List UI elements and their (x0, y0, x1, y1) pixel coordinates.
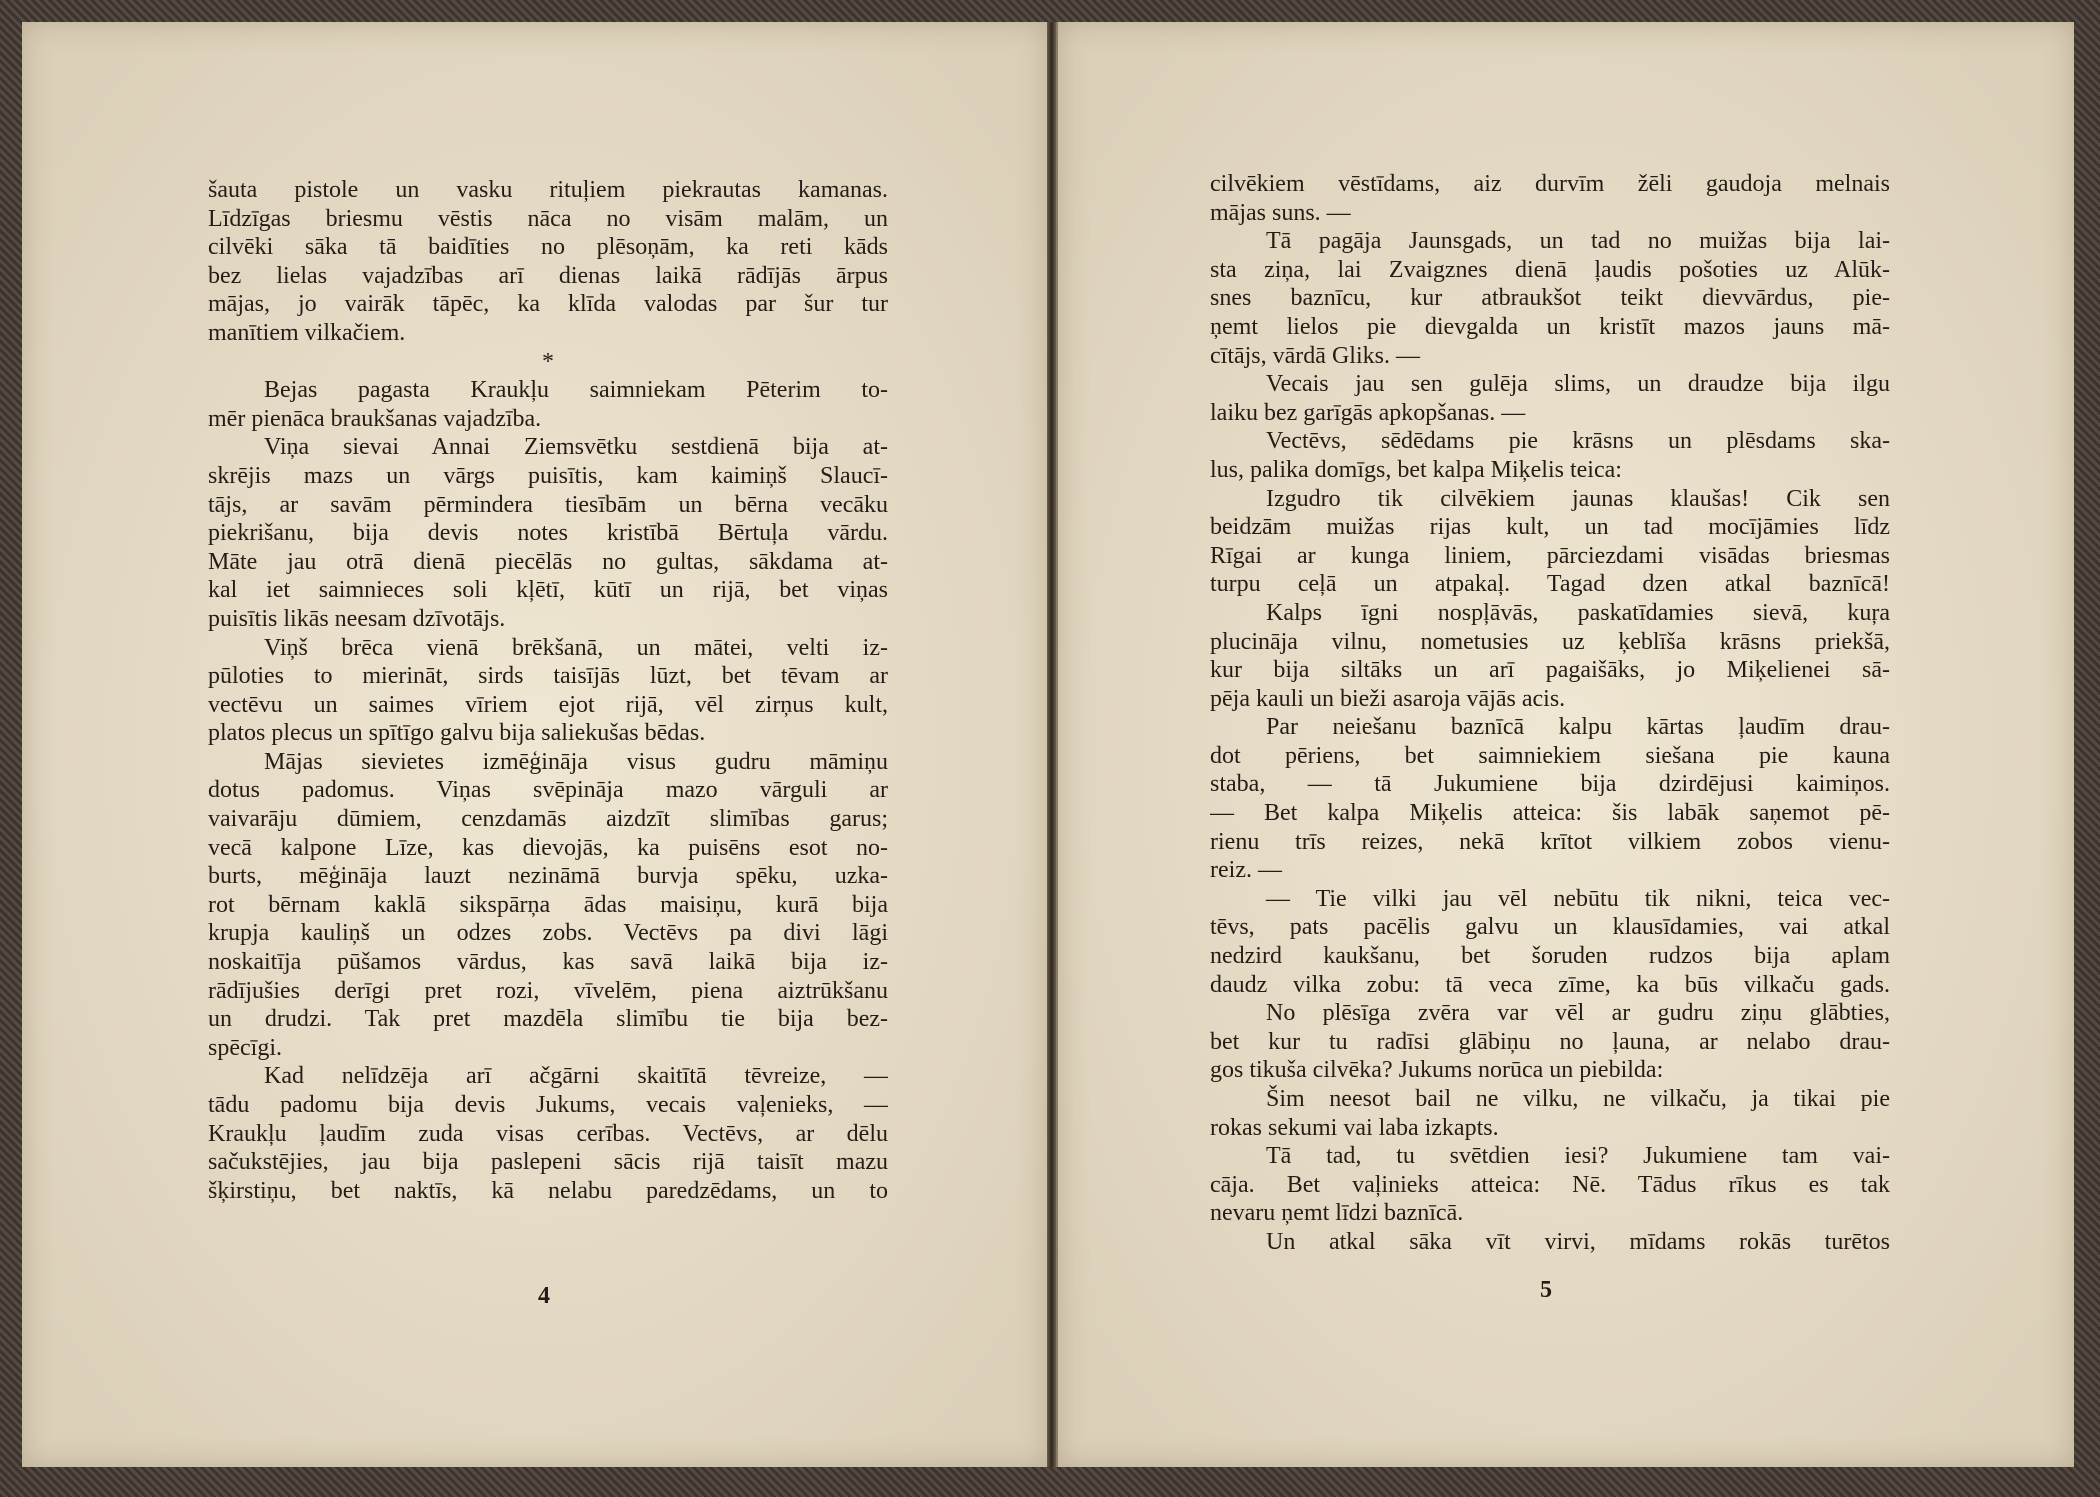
text-line: reiz. — (1210, 857, 1282, 884)
text-line: kur bija siltāks un arī pagaišāks, jo Miķelienei sā- (1210, 657, 1890, 684)
page-number-right: 5 (1540, 1277, 1552, 1303)
text-line: šauta pistole un vasku rituļiem piekrautas kamanas. (208, 177, 888, 203)
text-line: Kalps īgni nospļāvās, paskatīdamies sievā, kuŗa (1266, 599, 1890, 626)
text-line: vectēvu un saimes vīriem ejot rijā, vēl zirņus kult, (208, 691, 888, 718)
text-line: laiku bez garīgās apkopšanas. — (1210, 399, 1526, 426)
page-number-left: 4 (538, 1283, 550, 1309)
text-line: cilvēkiem vēstīdams, aiz durvīm žēli gaudoja melnais (1210, 171, 1890, 197)
text-line: cilvēki sāka tā baidīties no plēsoņām, ka reti kāds (208, 234, 888, 261)
text-line: mājas, jo vairāk tāpēc, ka klīda valodas par šur tur (208, 291, 888, 318)
text-line: nedzird kaukšanu, bet šoruden rudzos bija aplam (1210, 943, 1890, 970)
text-line: bez lielas vajadzības arī dienas laikā rādījās ārpus (208, 262, 888, 289)
right-page-text (1210, 170, 1890, 1257)
left-page-text (208, 176, 888, 1205)
text-line: vecā kalpone Līze, kas dievojās, ka puisēns esot no- (208, 834, 888, 861)
text-line: mēr pienāca braukšanas vajadzība. (208, 405, 542, 432)
text-line: — Bet kalpa Miķelis atteica: šis labāk saņemot pē- (1210, 800, 1890, 827)
text-line: spēcīgi. (208, 1034, 282, 1061)
text-line: tēvs, pats pacēlis galvu un klausīdamies, vai atkal (1210, 914, 1890, 941)
text-line: burts, mēģināja lauzt nezināmā burvja spēku, uzka- (208, 863, 888, 890)
text-line: Māte jau otrā dienā piecēlās no gultas, sākdama at- (208, 548, 888, 575)
text-line: manītiem vilkačiem. (208, 319, 406, 346)
text-line: beidzām muižas rijas kult, un tad mocījāmies līdz (1210, 514, 1890, 541)
text-line: Vectēvs, sēdēdams pie krāsns un plēsdams ska- (1266, 428, 1890, 455)
text-line: rokas sekumi vai laba izkapts. (1210, 1114, 1499, 1141)
text-line: noskaitīja pūšamos vārdus, kas savā laikā bija iz- (208, 949, 888, 976)
text-line: Izgudro tik cilvēkiem jaunas klaušas! Cik sen (1266, 485, 1890, 512)
text-line: * (542, 348, 554, 375)
text-line: Līdzīgas briesmu vēstis nāca no visām malām, un (208, 205, 888, 232)
text-line: daudz vilka zobu: tā veca zīme, ka būs vilkaču gads. (1210, 971, 1890, 998)
text-line: Bejas pagasta Kraukļu saimniekam Pēterim to- (264, 377, 888, 404)
text-line: rādījušies derīgi pret rozi, vīvelēm, piena aiztrūkšanu (208, 977, 888, 1004)
text-line: sačukstējies, jau bija paslepeni sācis rijā taisīt mazu (208, 1149, 888, 1176)
text-line: rienu trīs reizes, nekā krītot vilkiem zobos vienu- (1210, 828, 1890, 855)
text-line: šķirstiņu, bet naktīs, kā nelabu paredzēdams, un to (208, 1177, 888, 1204)
text-line: No plēsīga zvēra var vēl ar gudru ziņu glābties, (1266, 1000, 1890, 1027)
text-line: lus, palika domīgs, bet kalpa Miķelis teica: (1210, 456, 1622, 483)
text-line: dotus padomus. Viņas svēpināja mazo vārguli ar (208, 777, 888, 804)
text-line: Šim neesot bail ne vilku, ne vilkaču, ja tikai pie (1266, 1086, 1890, 1112)
text-line: Kraukļu ļaudīm zuda visas cerības. Vectēvs, ar dēlu (208, 1120, 888, 1147)
text-line: mājas suns. — (1210, 199, 1351, 226)
text-line: piekrišanu, bija devis notes kristībā Bērtuļa vārdu. (208, 520, 888, 547)
text-line: Rīgai ar kunga liniem, pārciezdami visādas briesmas (1210, 542, 1890, 569)
text-line: skrējis mazs un vārgs puisītis, kam kaimiņš Slaucī- (208, 462, 888, 489)
text-line: ņemt lielos pie dievgalda un kristīt mazos jauns mā- (1210, 313, 1890, 340)
text-line: platos plecus un spītīgo galvu bija saliekušas bēdas. (208, 720, 706, 747)
book-gutter (1047, 22, 1056, 1467)
text-line: Viņš brēca vienā brēkšanā, un mātei, velti iz- (264, 634, 888, 661)
text-line: staba, — tā Jukumiene bija dzirdējusi kaimiņos. (1210, 771, 1890, 798)
text-line: tādu padomu bija devis Jukums, vecais vaļenieks, — (208, 1092, 888, 1118)
text-line: Mājas sievietes izmēģināja visus gudru māmiņu (264, 748, 888, 775)
text-line: pēja kauli un bieži asaroja vājās acis. (1210, 685, 1566, 712)
text-line: snes baznīcu, kur atbraukšot teikt dievvārdus, pie- (1210, 285, 1890, 312)
text-line: Viņa sievai Annai Ziemsvētku sestdienā bija at- (264, 434, 888, 461)
text-line: Tā pagāja Jaunsgads, un tad no muižas bija lai- (1266, 228, 1890, 255)
text-line: Kad nelīdzēja arī ačgārni skaitītā tēvreize, — (264, 1063, 888, 1090)
text-line: puisītis likās neesam dzīvotājs. (208, 605, 506, 632)
text-line: Un atkal sāka vīt virvi, mīdams rokās turētos (1266, 1228, 1890, 1255)
text-line: pūloties to mierināt, sirds taisījās lūzt, bet tēvam ar (208, 663, 888, 690)
text-line: Vecais jau sen gulēja slims, un draudze bija ilgu (1266, 371, 1890, 398)
text-line: sta ziņa, lai Zvaigznes dienā ļaudis pošoties uz Alūk- (1210, 256, 1890, 283)
text-line: rot bērnam kaklā sikspārņa ādas maisiņu, kurā bija (208, 891, 888, 918)
text-line: cītājs, vārdā Gliks. — (1210, 342, 1420, 369)
text-line: un drudzi. Tak pret mazdēla slimību tie bija bez- (208, 1006, 888, 1033)
text-line: plucināja vilnu, nometusies uz ķeblīša krāsns priekšā, (1210, 628, 1890, 655)
text-line: Tā tad, tu svētdien iesi? Jukumiene tam vai- (1266, 1143, 1890, 1170)
text-line: kal iet saimnieces soli kļētī, kūtī un rijā, bet viņas (208, 577, 888, 604)
text-line: krupja kauliņš un odzes zobs. Vectēvs pa divi lāgi (208, 920, 888, 947)
text-line: dot pēriens, bet saimniekiem siešana pie kauna (1210, 742, 1890, 769)
text-line: gos tikuša cilvēka? Jukums norūca un piebilda: (1210, 1057, 1664, 1084)
text-line: turpu ceļā un atpakaļ. Tagad dzen atkal baznīcā! (1210, 571, 1890, 598)
text-line: cāja. Bet vaļinieks atteica: Nē. Tādus rīkus es tak (1210, 1171, 1890, 1198)
text-line: tājs, ar savām pērminderа tiesībām un bērna vecāku (208, 491, 888, 518)
text-line: — Tie vilki jau vēl nebūtu tik nikni, teica vec- (1266, 885, 1890, 912)
text-line: nevaru ņemt līdzi baznīcā. (1210, 1200, 1464, 1227)
text-line: vaivarāju dūmiem, cenzdamās aizdzīt slimības garus; (208, 806, 888, 833)
text-line: Par neiešanu baznīcā kalpu kārtas ļaudīm drau- (1266, 714, 1890, 741)
text-line: bet kur tu radīsi glābiņu no ļauna, ar nelabo drau- (1210, 1028, 1890, 1055)
